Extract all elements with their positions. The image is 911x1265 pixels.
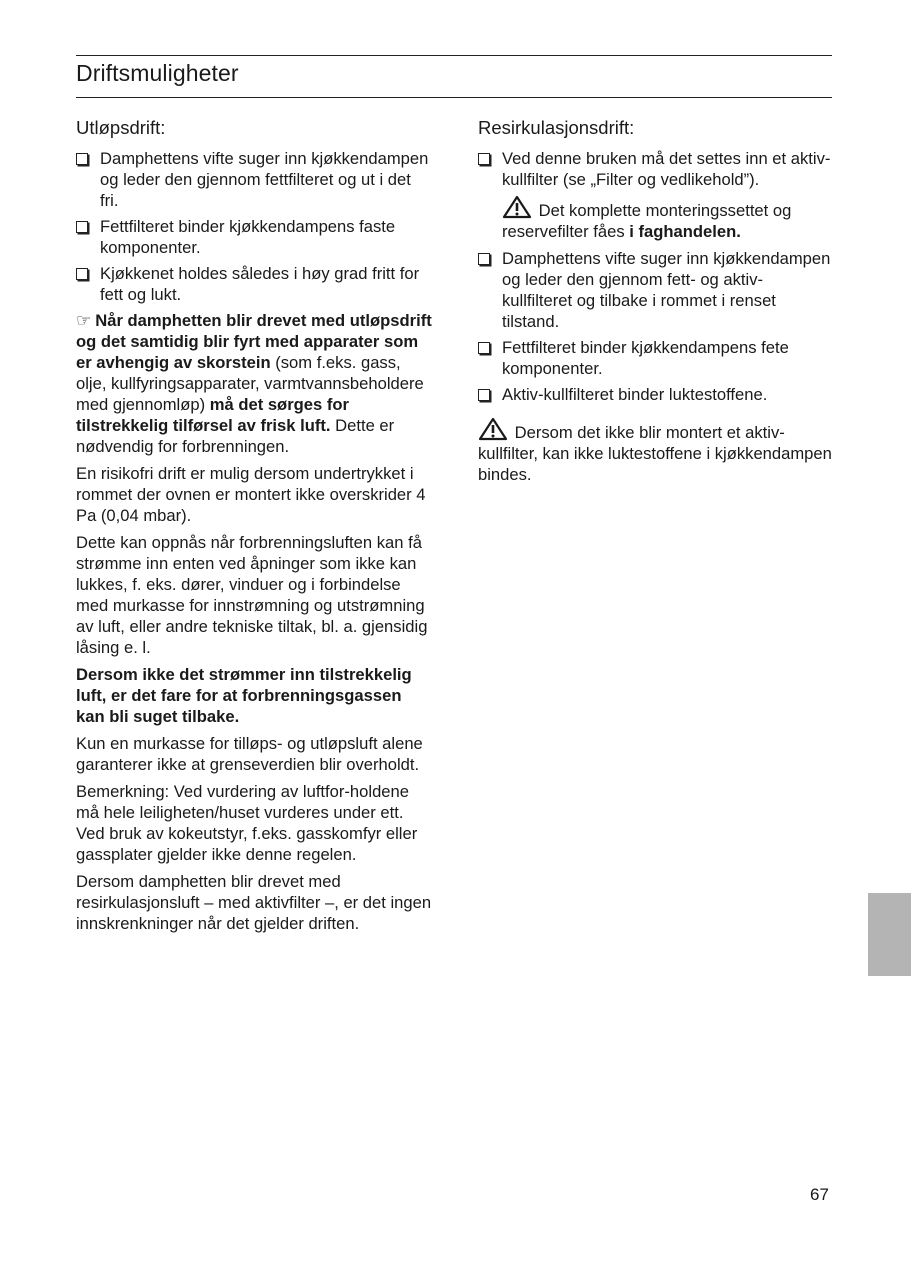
warning-note: Dersom det ikke blir montert et aktiv-kullfilter, kan ikke luktestoffene i kjøkkendampen bindes. xyxy=(478,417,832,485)
warning-triangle-icon xyxy=(478,417,508,441)
list-item: Fettfilteret binder kjøkkendampens faste komponenter. xyxy=(76,216,432,258)
list-item: Damphettens vifte suger inn kjøkkendampen og leder den gjennom fett- og aktiv-kullfilteret og tilbake i rommet i renset tilstand. xyxy=(478,248,832,332)
pointing-hand-icon: ☞ xyxy=(76,311,92,330)
checkbox-bullet-icon xyxy=(478,342,490,354)
section-heading-utlopsdrift: Utløpsdrift: xyxy=(76,117,166,138)
chapter-tab-marker xyxy=(868,893,911,976)
checkbox-bullet-icon xyxy=(478,253,490,265)
checkbox-bullet-icon xyxy=(76,153,88,165)
list-item: Aktiv-kullfilteret binder luktestoffene. xyxy=(478,384,832,405)
bold-warning-paragraph: Dersom ikke det strømmer inn tilstrekkelig luft, er det fare for at forbrenningsgassen kan bli suget tilbake. xyxy=(76,665,412,726)
paragraph: Bemerkning: Ved vurdering av luftfor-holdene må hele leiligheten/huset vurderes under ett. Ved bruk av kokeutstyr, f.eks. gasskomfyr eller gassplater gjelder ikke denne regelen. xyxy=(76,782,418,864)
list-item: Fettfilteret binder kjøkkendampens fete komponenter. xyxy=(478,337,832,379)
list-item: Kjøkkenet holdes således i høy grad fritt for fett og lukt. xyxy=(76,263,432,305)
list-item: Damphettens vifte suger inn kjøkkendampen og leder den gjennom fettfilteret og ut i det fri. xyxy=(76,148,432,211)
section-heading-resirkulasjonsdrift: Resirkulasjonsdrift: xyxy=(478,117,635,138)
top-rule xyxy=(76,55,832,56)
page-number: 67 xyxy=(810,1185,829,1204)
important-note: ☞ Når damphetten blir drevet med utløpsdrift og det samtidig blir fyrt med apparater som er avhengig av skorstein (som f.eks. gass, olje, kullfyringsapparater, varmtvannsbeholdere med gjennomløp) må det sørges for tilstrekkelig tilførsel av frisk luft. Dette er nødvendig for forbrenningen. xyxy=(76,311,432,456)
checkbox-bullet-icon xyxy=(478,153,490,165)
checkbox-bullet-icon xyxy=(76,221,88,233)
paragraph: Dersom damphetten blir drevet med resirkulasjonsluft – med aktivfilter –, er det ingen innskrenkninger når det gjelder driften. xyxy=(76,872,432,933)
warning-triangle-icon xyxy=(502,195,532,219)
checkbox-bullet-icon xyxy=(76,268,88,280)
page-title: Driftsmuligheter xyxy=(76,60,239,86)
title-underline xyxy=(76,97,832,98)
paragraph: En risikofri drift er mulig dersom undertrykket i rommet der ovnen er montert ikke overskrider 4 Pa (0,04 mbar). xyxy=(76,464,426,525)
left-column xyxy=(76,116,432,940)
right-column xyxy=(478,116,832,491)
paragraph: Kun en murkasse for tilløps- og utløpsluft alene garanterer ikke at grenseverdien blir overholdt. xyxy=(76,734,423,774)
paragraph: Dette kan oppnås når forbrenningsluften kan få strømme inn enten ved åpninger som ikke kan lukkes, f. eks. dører, vinduer og i forbindelse med murkasse for innstrømning og utstrømning av luft, eller andre tekniske tiltak, bl. a. gjensidig låsing e. l. xyxy=(76,533,428,657)
checkbox-bullet-icon xyxy=(478,389,490,401)
warning-note: Det komplette monteringssettet og reservefilter fåes i faghandelen. xyxy=(478,195,832,242)
list-item: Ved denne bruken må det settes inn et aktiv-kullfilter (se „Filter og vedlikehold”). xyxy=(478,148,832,190)
